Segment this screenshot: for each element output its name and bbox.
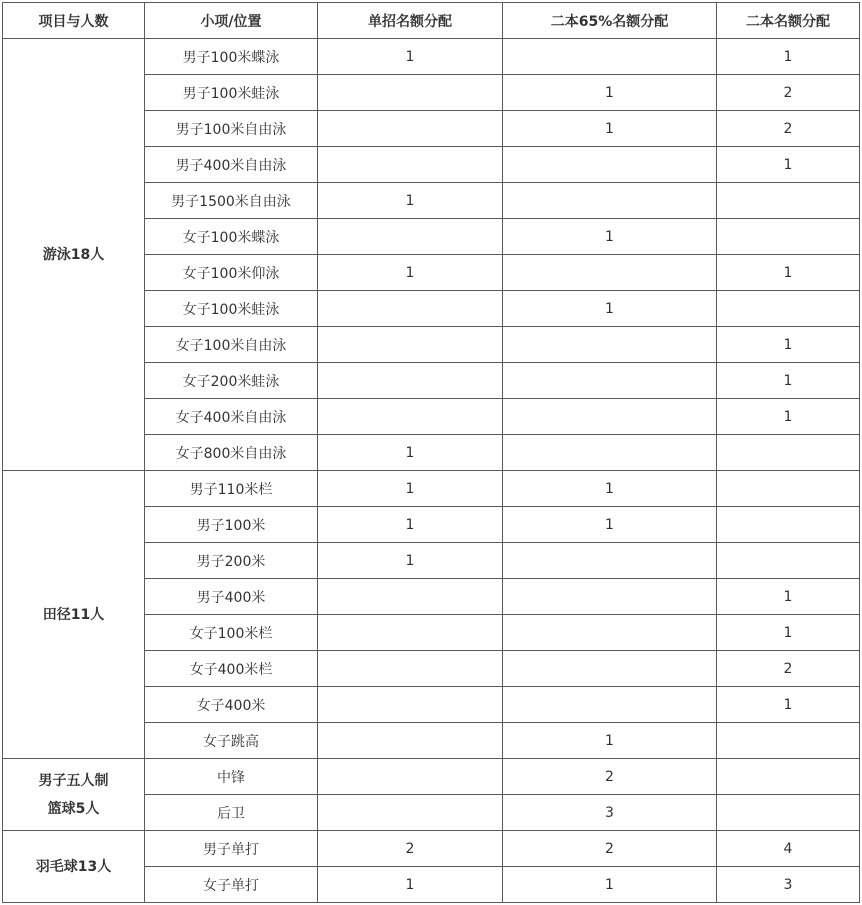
second-tier-cell: 4: [717, 831, 860, 867]
second-tier-cell: [717, 471, 860, 507]
item-cell: 男子100米自由泳: [145, 111, 318, 147]
second-tier-cell: [717, 183, 860, 219]
second-tier-cell: [717, 759, 860, 795]
second-tier-65-cell: 2: [503, 759, 717, 795]
item-cell: 女子100米蛙泳: [145, 291, 318, 327]
single-recruit-cell: [318, 723, 503, 759]
second-tier-65-cell: 1: [503, 75, 717, 111]
table-row: [3, 831, 860, 867]
second-tier-cell: 1: [717, 363, 860, 399]
second-tier-cell: 3: [717, 867, 860, 903]
single-recruit-cell: [318, 615, 503, 651]
second-tier-cell: 1: [717, 327, 860, 363]
header-project: 项目与人数: [3, 3, 145, 39]
group-name: 篮球5人: [47, 800, 100, 817]
item-cell: 男子1500米自由泳: [145, 183, 318, 219]
second-tier-65-cell: [503, 363, 717, 399]
item-cell: 女子单打: [145, 867, 318, 903]
item-cell: 女子100米自由泳: [145, 327, 318, 363]
table-body: [3, 39, 860, 903]
second-tier-65-cell: 2: [503, 831, 717, 867]
second-tier-65-cell: 1: [503, 291, 717, 327]
second-tier-65-cell: [503, 327, 717, 363]
header-single-recruit: 单招名额分配: [318, 3, 503, 39]
second-tier-65-cell: [503, 39, 717, 75]
group-cell: [3, 831, 145, 903]
item-cell: 女子100米仰泳: [145, 255, 318, 291]
item-cell: 后卫: [145, 795, 318, 831]
second-tier-65-cell: [503, 399, 717, 435]
second-tier-65-cell: [503, 687, 717, 723]
single-recruit-cell: [318, 399, 503, 435]
second-tier-65-cell: 1: [503, 471, 717, 507]
second-tier-65-cell: [503, 255, 717, 291]
second-tier-cell: [717, 435, 860, 471]
single-recruit-cell: [318, 147, 503, 183]
header-second-tier-65: 二本65%名额分配: [503, 3, 717, 39]
item-cell: 女子800米自由泳: [145, 435, 318, 471]
second-tier-65-cell: [503, 183, 717, 219]
single-recruit-cell: [318, 759, 503, 795]
single-recruit-cell: [318, 219, 503, 255]
single-recruit-cell: 1: [318, 435, 503, 471]
item-cell: 女子200米蛙泳: [145, 363, 318, 399]
item-cell: 男子100米蛙泳: [145, 75, 318, 111]
second-tier-65-cell: [503, 435, 717, 471]
second-tier-65-cell: 1: [503, 507, 717, 543]
single-recruit-cell: [318, 579, 503, 615]
single-recruit-cell: [318, 111, 503, 147]
single-recruit-cell: 1: [318, 867, 503, 903]
second-tier-cell: 1: [717, 39, 860, 75]
second-tier-cell: 1: [717, 687, 860, 723]
single-recruit-cell: [318, 795, 503, 831]
header-second-tier: 二本名额分配: [717, 3, 860, 39]
single-recruit-cell: 1: [318, 507, 503, 543]
second-tier-65-cell: 1: [503, 723, 717, 759]
single-recruit-cell: 1: [318, 471, 503, 507]
single-recruit-cell: [318, 75, 503, 111]
second-tier-cell: [717, 219, 860, 255]
group-name: 男子五人制: [38, 772, 109, 789]
single-recruit-cell: [318, 327, 503, 363]
item-cell: 男子400米自由泳: [145, 147, 318, 183]
item-cell: 女子100米蝶泳: [145, 219, 318, 255]
item-cell: 男子110米栏: [145, 471, 318, 507]
second-tier-65-cell: [503, 579, 717, 615]
second-tier-cell: [717, 291, 860, 327]
second-tier-cell: [717, 543, 860, 579]
item-cell: 女子跳高: [145, 723, 318, 759]
second-tier-cell: 2: [717, 75, 860, 111]
table-row: [3, 471, 860, 507]
group-cell: [3, 471, 145, 759]
second-tier-65-cell: [503, 651, 717, 687]
second-tier-65-cell: [503, 615, 717, 651]
second-tier-cell: [717, 507, 860, 543]
group-name: 羽毛球13人: [35, 858, 112, 875]
second-tier-cell: 1: [717, 579, 860, 615]
group-name: 田径11人: [42, 606, 105, 623]
second-tier-65-cell: [503, 147, 717, 183]
table-row: [3, 39, 860, 75]
group-cell: [3, 39, 145, 471]
item-cell: 女子100米栏: [145, 615, 318, 651]
single-recruit-cell: [318, 687, 503, 723]
second-tier-cell: 1: [717, 399, 860, 435]
second-tier-cell: [717, 723, 860, 759]
second-tier-65-cell: 1: [503, 219, 717, 255]
second-tier-cell: 1: [717, 147, 860, 183]
second-tier-65-cell: [503, 543, 717, 579]
single-recruit-cell: 1: [318, 543, 503, 579]
single-recruit-cell: [318, 291, 503, 327]
second-tier-65-cell: 3: [503, 795, 717, 831]
single-recruit-cell: 1: [318, 255, 503, 291]
second-tier-65-cell: 1: [503, 867, 717, 903]
group-cell: [3, 759, 145, 831]
item-cell: 男子100米蝶泳: [145, 39, 318, 75]
quota-table: [2, 2, 860, 903]
single-recruit-cell: [318, 651, 503, 687]
group-name: 游泳18人: [42, 246, 105, 263]
item-cell: 女子400米: [145, 687, 318, 723]
item-cell: 女子400米自由泳: [145, 399, 318, 435]
second-tier-cell: 2: [717, 651, 860, 687]
item-cell: 中锋: [145, 759, 318, 795]
header-subitem: 小项/位置: [145, 3, 318, 39]
header-row: [3, 3, 860, 39]
single-recruit-cell: 2: [318, 831, 503, 867]
table-row: [3, 759, 860, 795]
second-tier-cell: [717, 795, 860, 831]
second-tier-65-cell: 1: [503, 111, 717, 147]
second-tier-cell: 1: [717, 255, 860, 291]
item-cell: 男子单打: [145, 831, 318, 867]
single-recruit-cell: 1: [318, 183, 503, 219]
item-cell: 男子100米: [145, 507, 318, 543]
single-recruit-cell: 1: [318, 39, 503, 75]
item-cell: 男子200米: [145, 543, 318, 579]
item-cell: 女子400米栏: [145, 651, 318, 687]
single-recruit-cell: [318, 363, 503, 399]
second-tier-cell: 1: [717, 615, 860, 651]
item-cell: 男子400米: [145, 579, 318, 615]
second-tier-cell: 2: [717, 111, 860, 147]
